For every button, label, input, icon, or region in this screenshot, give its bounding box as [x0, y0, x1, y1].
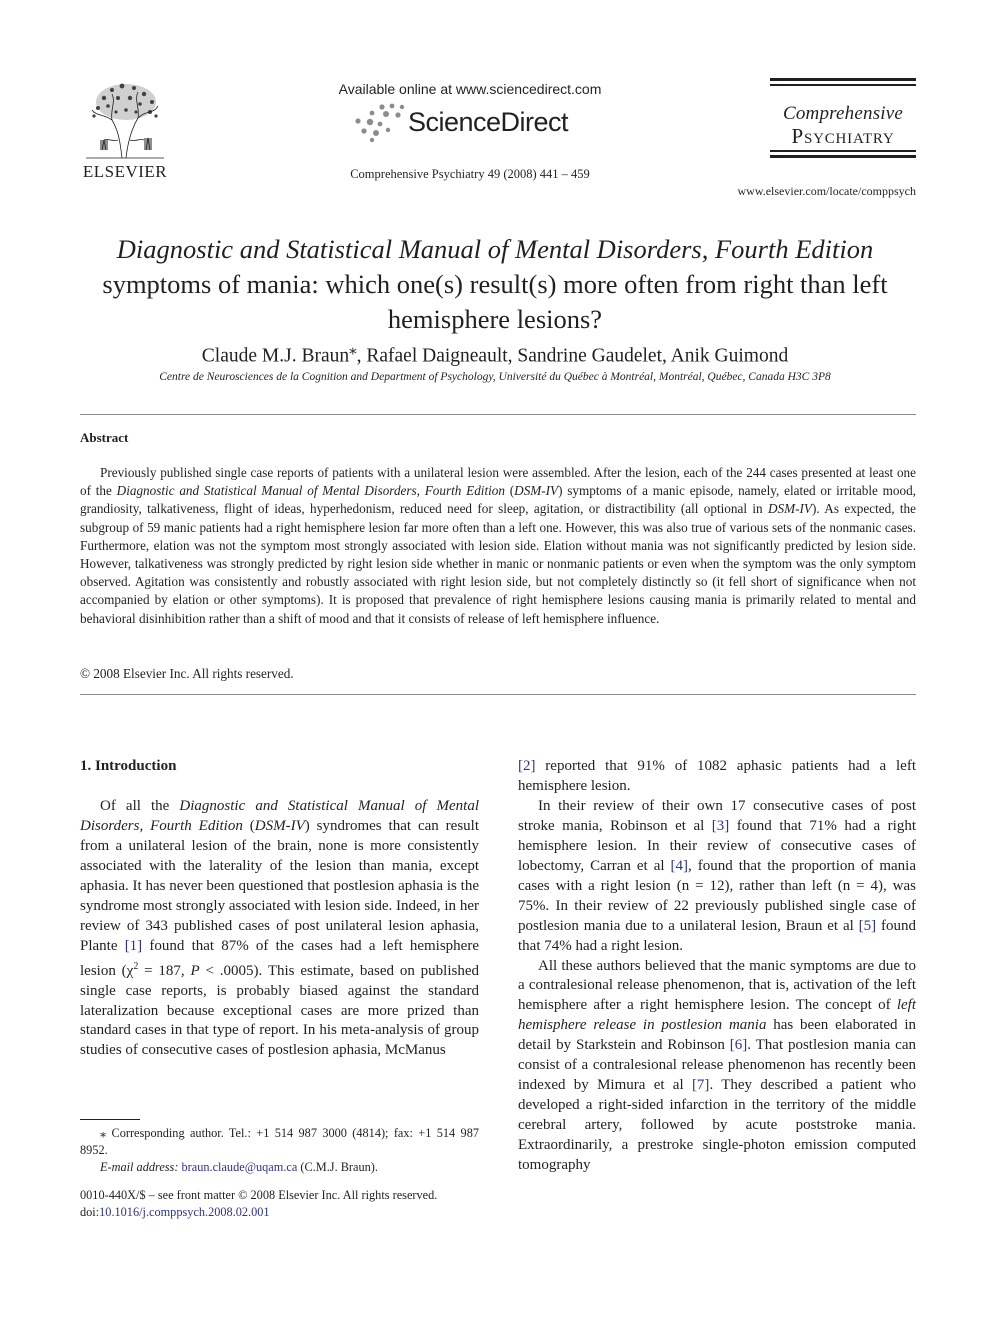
section-heading-introduction: 1. Introduction [80, 758, 177, 774]
email-link[interactable]: braun.claude@uqam.ca [181, 1160, 298, 1174]
doi-line [80, 1204, 500, 1221]
body-text: reported that 91% of 1082 aphasic patients had a left hemisphere lesion. [518, 758, 916, 794]
superscript: 2 [133, 960, 139, 972]
article-title-rest: symptoms of mania: which one(s) result(s) more often from right than left hemisphere lesions? [102, 269, 888, 334]
journal-title-line2: Psychiatry [791, 124, 895, 148]
abstract-text: ( [504, 483, 515, 499]
journal-rules-bottom [770, 150, 916, 161]
right-column [518, 757, 916, 1176]
article-title-italic: Diagnostic and Statistical Manual of Mental Disorders, Fourth Edition [116, 234, 874, 264]
abstract-text: ) symptoms of a manic episode, namely, elated or irritable mood, grandiosity, talkativeness, flight of ideas, hyperhedonism, reduced need for sleep, agitation, or distractibility (all optional in [80, 483, 916, 517]
body-text: , found that the proportion of mania cases with a right lesion (n = 12), rather than left (n = 4), was 75%. In their review of 22 previously published single case of postlesion mania due to a unilateral lesion, Braun et al [518, 857, 916, 934]
author-list [70, 340, 920, 368]
body-text: found that 87% of the cases had a left hemisphere lesion ( [80, 937, 479, 979]
journal-citation: Comprehensive Psychiatry 49 (2008) 441 – 459 [350, 167, 590, 181]
body-italic: P [190, 962, 200, 979]
body-text: ) syndromes that can result from a unilateral lesion of the brain, none is more consistently associated with the laterality of the lesion than mania, except aphasia. It has never been questioned that postlesion aphasia is the syndrome most strongly associated with lesion side. Indeed, in her review of 343 published cases of post unilateral lesion aphasia, Plante [80, 817, 479, 954]
front-matter [80, 1187, 500, 1221]
body-text: Of all the [100, 798, 180, 814]
body-text: All these authors believed that the manic symptoms are due to a contralesional release phenomenon, that is, activation of the left hemisphere after a right hemisphere lesion. The concept of [518, 957, 916, 1014]
chi-symbol: χ [126, 962, 134, 979]
intro-paragraph-2 [518, 797, 916, 957]
reference-link-1[interactable]: [1] [124, 937, 143, 954]
article-title [70, 232, 920, 337]
reference-link-7[interactable]: [7] [691, 1077, 710, 1094]
body-italic: left hemisphere release in postlesion mania [518, 997, 916, 1034]
issn-line: 0010-440X/$ – see front matter © 2008 Elsevier Inc. All rights reserved. [80, 1188, 438, 1202]
body-text: . They described a patient who developed a right-sided infarction in the territory of the middle cerebral artery, followed by acute poststroke mania. Extraordinarily, a prestroke single-photon emission computed tomography [518, 1077, 916, 1174]
abstract-text: ). As expected, the subgroup of 59 manic patients had a right hemisphere lesion far more often than a left one. However, this was also true of various sets of the nonmanic cases. Furthermore, elation was not the symptom most strongly associated with lesion side. Elation without mania was not significantly predicted by lesion side. However, talkativeness was strongly predicted by right lesion side whether in manic or nonmanic patients or even when the symptom was the only symptom observed. Agitation was consistently and robustly associated with right lesion side, but not completely distinctly so (it fell short of significance when not accompanied by elation or other symptoms). It is proposed that prevalence of right hemisphere lesions causing mania is primarily related to mental and behavioral disinhibition rather than a shift of mood and that it consists of release of left hemisphere influence. [80, 501, 916, 626]
body-text: = 187, [138, 962, 191, 979]
body-text: found that 71% had a right hemisphere lesion. In their review of consecutive cases of lobectomy, Carran et al [518, 817, 917, 874]
footnote-marker: ⁎ [100, 1126, 107, 1140]
body-text: In their review of their own 17 consecutive cases of post stroke mania, Robinson et al [518, 797, 916, 834]
abstract-body [80, 464, 916, 628]
body-text: ( [242, 817, 255, 834]
intro-paragraph-1 [80, 797, 479, 1061]
email-suffix: (C.M.J. Braun). [297, 1160, 378, 1174]
author-corresponding[interactable]: Claude M.J. Braun [201, 345, 350, 367]
doi-link[interactable]: 10.1016/j.comppsych.2008.02.001 [99, 1205, 270, 1219]
reference-link-2[interactable]: [2] [518, 758, 536, 774]
publisher-name: ELSEVIER [82, 162, 168, 181]
body-text: < .0005). This estimate, based on published single case reports, is probably biased against the standard lateralization because exceptional cases are more prized than standard cases in that type of report. In his meta-analysis of group studies of consecutive cases of postlesion aphasia, McManus [80, 962, 479, 1059]
reference-link-4[interactable]: [4] [670, 857, 689, 874]
reference-link-3[interactable]: [3] [711, 817, 730, 834]
left-column [80, 797, 479, 1061]
author-others: , Rafael Daigneault, Sandrine Gaudelet, Anik Guimond [356, 345, 789, 367]
abstract-italic: DSM-IV [768, 501, 812, 517]
footnote-rule [80, 1119, 140, 1120]
available-online-text: Available online at www.sciencedirect.com [338, 81, 602, 97]
divider-bottom [80, 694, 916, 695]
body-text: has been elaborated in detail by Starkstein and Robinson [518, 1017, 916, 1054]
abstract-italic: Diagnostic and Statistical Manual of Mental Disorders, Fourth Edition [116, 483, 505, 499]
footnote-corresponding [80, 1125, 479, 1159]
abstract-text: Previously published single case reports of patients with a unilateral lesion were assembled. After the lesion, each of the 244 cases presented at least one of the [80, 465, 916, 499]
reference-link-6[interactable]: [6] [729, 1037, 748, 1054]
sciencedirect-wordmark: ScienceDirect [408, 107, 569, 137]
intro-paragraph-3 [518, 957, 916, 1176]
elsevier-logo [78, 80, 172, 182]
corresponding-author-marker[interactable]: ⁎ [349, 342, 357, 358]
email-label: E-mail address: [100, 1160, 179, 1174]
elsevier-tree-icon [82, 80, 168, 160]
footnote-email [80, 1159, 479, 1176]
body-italic: DSM-IV [254, 817, 305, 834]
doi-label: doi: [80, 1205, 100, 1219]
abstract-heading: Abstract [80, 430, 129, 445]
affiliation: Centre de Neurosciences de la Cognition and Department of Psychology, Université du Québec à Montréal, Montréal, Québec, Canada H3C 3P8 [159, 371, 831, 383]
sciencedirect-logo[interactable] [352, 103, 592, 143]
sciencedirect-dots-icon [352, 103, 406, 143]
journal-url-link[interactable]: www.elsevier.com/locate/comppsych [737, 184, 916, 198]
body-text: . That postlesion mania can consist of a contralesional release phenomenon has recently been indexed by Mimura et al [518, 1037, 916, 1094]
body-text: found that 74% had a right lesion. [518, 917, 916, 954]
body-italic: Diagnostic and Statistical Manual of Mental Disorders, Fourth Edition [80, 798, 479, 834]
journal-rules-top [770, 78, 916, 89]
journal-title-line1: Comprehensive [782, 103, 904, 124]
divider-top [80, 414, 916, 415]
reference-link-5[interactable]: [5] [858, 917, 877, 934]
abstract-italic: DSM-IV [514, 483, 559, 499]
footnote-text: Corresponding author. Tel.: +1 514 987 3000 (4814); fax: +1 514 987 8952. [80, 1126, 479, 1157]
abstract-copyright: © 2008 Elsevier Inc. All rights reserved. [80, 666, 294, 681]
footnote [80, 1125, 479, 1176]
intro-paragraph-1-continued [518, 757, 916, 797]
